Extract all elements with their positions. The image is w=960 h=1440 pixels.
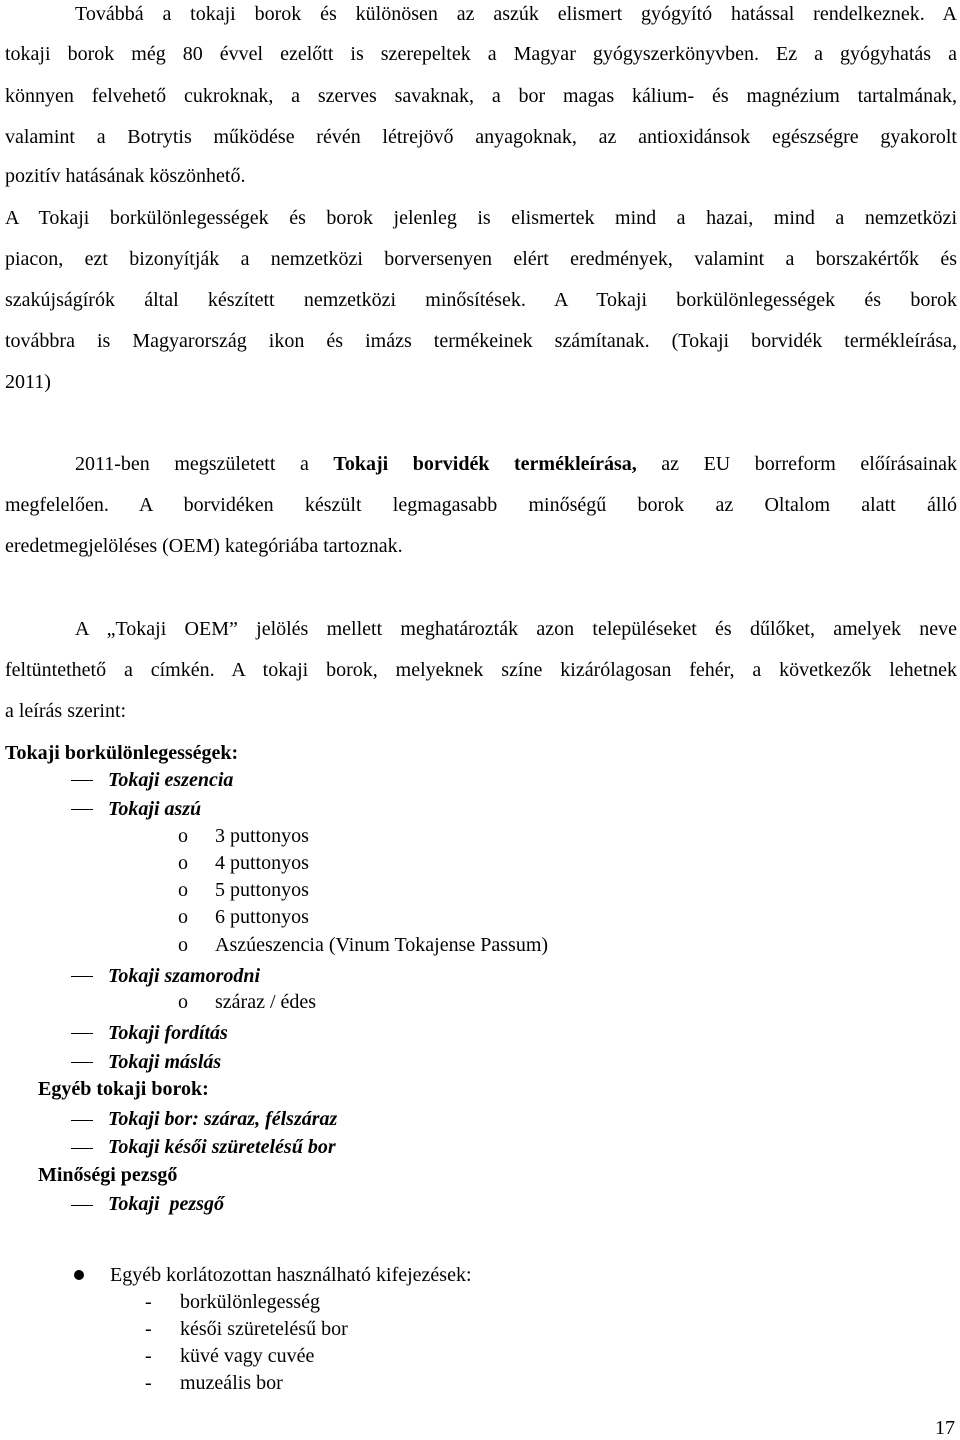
dash-marker: [71, 809, 93, 810]
text-line: Továbbá a tokaji borok és különösen az aszúk elismert gyógyító hatással rendelkeznek. A: [75, 3, 957, 25]
bullet-dot: [74, 1270, 84, 1280]
list-item: Tokaji szamorodni: [108, 965, 261, 987]
list-heading: Egyéb korlátozottan használható kifejezések:: [110, 1264, 472, 1286]
text-span: 2011-ben megszületett a: [75, 453, 309, 475]
sub-list-item: 5 puttonyos: [215, 879, 309, 901]
list-item: Tokaji pezsgő: [108, 1193, 224, 1215]
list-heading: Tokaji borkülönlegességek:: [5, 742, 239, 764]
list-item: Tokaji fordítás: [108, 1022, 228, 1044]
sub-list-item: száraz / édes: [215, 991, 317, 1013]
text-line: feltüntethető a címkén. A tokaji borok, melyeknek színe kizárólagosan fehér, a következők lehetnek: [5, 659, 957, 681]
text-line: a leírás szerint:: [5, 700, 127, 722]
dash-marker: [71, 1148, 93, 1149]
hyphen-marker: -: [145, 1291, 152, 1313]
text-line: tokaji borok még 80 évvel ezelőtt is szerepeltek a Magyar gyógyszerkönyvben. Ez a gyógyhatás a: [5, 43, 957, 65]
list-item: késői szüretelésű bor: [180, 1318, 348, 1340]
list-item: küvé vagy cuvée: [180, 1345, 315, 1367]
hyphen-marker: -: [145, 1345, 152, 1367]
text-line: valamint a Botrytis működése révén létrejövő anyagoknak, az antioxidánsok egészségre gyakorolt: [5, 126, 957, 148]
text-line: A „Tokaji OEM” jelölés mellett meghatározták azon településeket és dűlőket, amelyek neve: [75, 618, 957, 640]
dash-marker: [71, 1033, 93, 1034]
text-line: A Tokaji borkülönlegességek és borok jelenleg is elismertek mind a hazai, mind a nemzetközi: [5, 207, 957, 229]
list-heading: Egyéb tokaji borok:: [38, 1078, 209, 1100]
sub-bullet: o: [178, 991, 188, 1013]
text-line: továbbra is Magyarország ikon és imázs termékeinek számítanak. (Tokaji borvidék termékleírása,: [5, 330, 957, 352]
text-line: szakújságírók által készített nemzetközi minősítések. A Tokaji borkülönlegességek és borok: [5, 289, 957, 311]
text-line: 2011): [5, 371, 51, 393]
page-number: 17: [935, 1417, 955, 1439]
dash-marker: [71, 1062, 93, 1063]
sub-bullet: o: [178, 825, 188, 847]
text-line: pozitív hatásának köszönhető.: [5, 165, 246, 187]
text-span: az EU borreform előírásainak: [661, 453, 958, 475]
sub-bullet: o: [178, 852, 188, 874]
list-item: Tokaji máslás: [108, 1051, 222, 1073]
list-item: muzeális bor: [180, 1372, 283, 1394]
dash-marker: [71, 976, 93, 977]
text-line: eredetmegjelöléses (OEM) kategóriába tartoznak.: [5, 535, 403, 557]
hyphen-marker: -: [145, 1318, 152, 1340]
sub-bullet: o: [178, 934, 188, 956]
sub-bullet: o: [178, 906, 188, 928]
sub-list-item: 3 puttonyos: [215, 825, 309, 847]
list-heading: Minőségi pezsgő: [38, 1164, 178, 1186]
sub-list-item: Aszúeszencia (Vinum Tokajense Passum): [215, 934, 549, 956]
text-line: piacon, ezt bizonyítják a nemzetközi borversenyen elért eredmények, valamint a borszakértők és: [5, 248, 957, 270]
sub-list-item: 6 puttonyos: [215, 906, 309, 928]
list-item: Tokaji aszú: [108, 798, 202, 820]
sub-bullet: o: [178, 879, 188, 901]
bold-span: Tokaji borvidék termékleírása,: [333, 453, 637, 475]
dash-marker: [71, 1120, 93, 1121]
sub-list-item: 4 puttonyos: [215, 852, 309, 874]
list-item: Tokaji eszencia: [108, 769, 234, 791]
text-line: [75, 452, 957, 476]
list-item: Tokaji bor: száraz, félszáraz: [108, 1108, 338, 1130]
dash-marker: [71, 780, 93, 781]
text-line: könnyen felvehető cukroknak, a szerves savaknak, a bor magas kálium- és magnézium tartalmának,: [5, 85, 957, 107]
dash-marker: [71, 1205, 93, 1206]
hyphen-marker: -: [145, 1372, 152, 1394]
list-item: Tokaji késői szüretelésű bor: [108, 1136, 336, 1158]
list-item: borkülönlegesség: [180, 1291, 320, 1313]
text-line: megfelelően. A borvidéken készült legmagasabb minőségű borok az Oltalom alatt álló: [5, 494, 957, 516]
